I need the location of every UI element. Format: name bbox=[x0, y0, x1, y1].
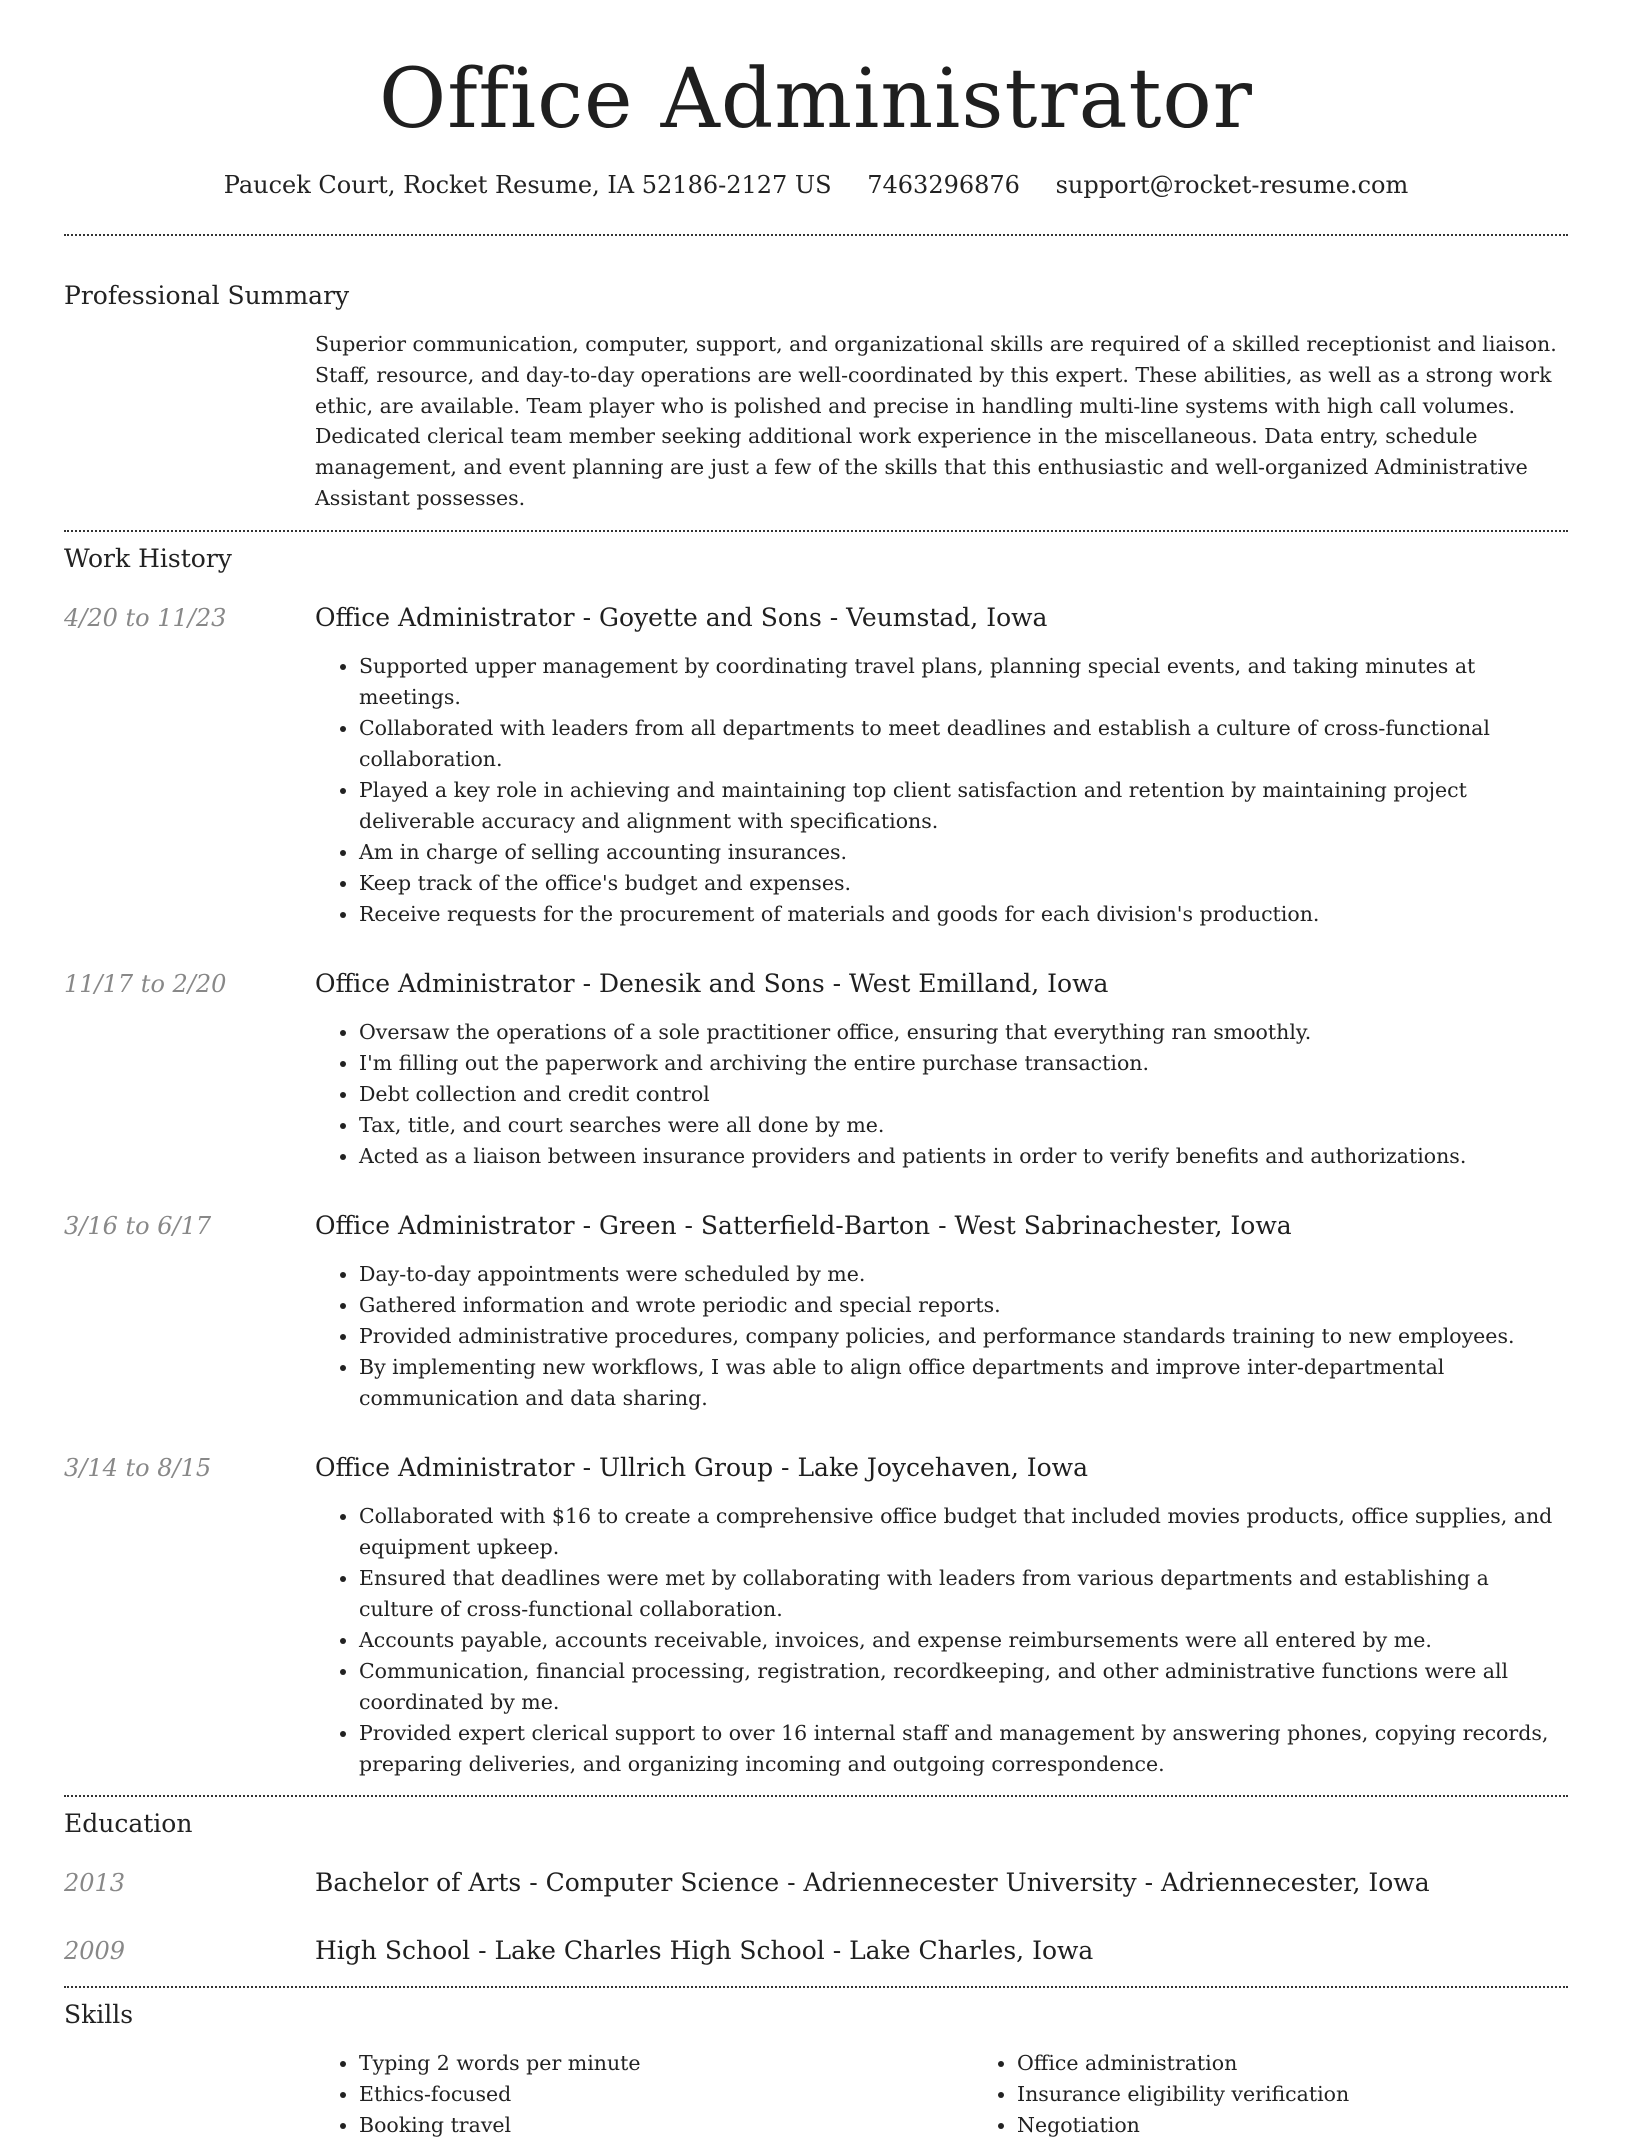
education-date: 2013 bbox=[64, 1868, 126, 1897]
list-item: • Negotiation bbox=[1017, 2110, 1631, 2141]
job-title: Office Administrator - Ullrich Group - Lake Joycehaven, Iowa bbox=[315, 1452, 1088, 1482]
section-divider bbox=[64, 1795, 1568, 1797]
list-item: • Provided administrative procedures, company policies, and performance standards training to new employees. bbox=[359, 1321, 1568, 1352]
list-item: • Receive requests for the procurement of materials and goods for each division's production. bbox=[359, 899, 1568, 930]
list-item: • Insurance eligibility verification bbox=[1017, 2079, 1631, 2110]
skills-section bbox=[64, 1999, 1568, 2141]
list-item: • Gathered information and wrote periodic and special reports. bbox=[359, 1290, 1568, 1321]
job-date: 4/20 to 11/23 bbox=[64, 603, 227, 632]
work-history-section bbox=[64, 543, 1568, 1780]
list-item: • Acted as a liaison between insurance providers and patients in order to verify benefits and authorizations. bbox=[359, 1141, 1568, 1172]
list-item: • I'm filling out the paperwork and archiving the entire purchase transaction. bbox=[359, 1048, 1568, 1079]
skills-list-left bbox=[315, 2048, 973, 2141]
job-bullets bbox=[315, 1501, 1568, 1780]
skills-grid bbox=[315, 2048, 1631, 2141]
job-bullets bbox=[315, 1259, 1568, 1414]
job-title: Office Administrator - Denesik and Sons - West Emilland, Iowa bbox=[315, 968, 1109, 998]
education-entry bbox=[64, 1867, 1568, 1899]
section-divider bbox=[64, 530, 1568, 532]
list-item: • Booking travel bbox=[359, 2110, 973, 2141]
job-bullets bbox=[315, 1017, 1568, 1172]
job-title: Office Administrator - Goyette and Sons - Veumstad, Iowa bbox=[315, 602, 1048, 632]
list-item: • Supported upper management by coordinating travel plans, planning special events, and taking minutes at meetings. bbox=[359, 651, 1568, 713]
section-divider bbox=[64, 234, 1568, 236]
list-item: • Provided expert clerical support to over 16 internal staff and management by answering phones, copying records, preparing deliveries, and organizing incoming and outgoing correspondence. bbox=[359, 1718, 1568, 1780]
list-item: • Office administration bbox=[1017, 2048, 1631, 2079]
list-item: • Typing 2 words per minute bbox=[359, 2048, 973, 2079]
skills-heading: Skills bbox=[64, 1999, 134, 2029]
list-item: • Communication, financial processing, registration, recordkeeping, and other administrative functions were all coordinated by me. bbox=[359, 1656, 1568, 1718]
contact-phone: 7463296876 bbox=[867, 171, 1020, 199]
skills-list-right bbox=[973, 2048, 1631, 2141]
job-date: 3/14 to 8/15 bbox=[64, 1453, 212, 1482]
job-date: 3/16 to 6/17 bbox=[64, 1211, 212, 1240]
list-item: • Debt collection and credit control bbox=[359, 1079, 1568, 1110]
education-date: 2009 bbox=[64, 1936, 126, 1965]
list-item: • Tax, title, and court searches were all done by me. bbox=[359, 1110, 1568, 1141]
list-item: • Collaborated with $16 to create a comprehensive office budget that included movies products, office supplies, and equipment upkeep. bbox=[359, 1501, 1568, 1563]
summary-section bbox=[64, 280, 1568, 514]
job-bullets bbox=[315, 651, 1568, 930]
list-item: • Keep track of the office's budget and expenses. bbox=[359, 868, 1568, 899]
education-section bbox=[64, 1808, 1568, 1967]
education-entry bbox=[64, 1935, 1568, 1967]
job-entry bbox=[64, 602, 1568, 930]
list-item: • Collaborated with leaders from all departments to meet deadlines and establish a culture of cross-functional collaboration. bbox=[359, 713, 1568, 775]
list-item: • Ensured that deadlines were met by collaborating with leaders from various departments and establishing a culture of cross-functional collaboration. bbox=[359, 1563, 1568, 1625]
list-item: • Day-to-day appointments were scheduled by me. bbox=[359, 1259, 1568, 1290]
list-item: • Am in charge of selling accounting insurances. bbox=[359, 837, 1568, 868]
contact-line bbox=[64, 170, 1568, 200]
list-item: • Accounts payable, accounts receivable, invoices, and expense reimbursements were all entered by me. bbox=[359, 1625, 1568, 1656]
list-item: • Oversaw the operations of a sole practitioner office, ensuring that everything ran smoothly. bbox=[359, 1017, 1568, 1048]
job-entry bbox=[64, 1210, 1568, 1414]
list-item: • By implementing new workflows, I was able to align office departments and improve inter-departmental communication and data sharing. bbox=[359, 1352, 1568, 1414]
job-entry bbox=[64, 968, 1568, 1172]
section-divider bbox=[64, 1986, 1568, 1988]
contact-email: support@rocket-resume.com bbox=[1055, 171, 1409, 199]
job-title: Office Administrator - Green - Satterfield-Barton - West Sabrinachester, Iowa bbox=[315, 1210, 1292, 1240]
education-heading: Education bbox=[64, 1808, 193, 1838]
work-history-heading: Work History bbox=[64, 543, 232, 573]
job-entry bbox=[64, 1452, 1568, 1780]
summary-text: Superior communication, computer, support, and organizational skills are required of a skilled receptionist and liaison. Staff, resource, and day-to-day operations are well-coordinated by this expert. These abilities, as well as a strong work ethic, are available. Team player who is polished and precise in handling multi-line systems with high call volumes. Dedicated clerical team member seeking additional work experience in the miscellaneous. Data entry, schedule management, and event planning are just a few of the skills that this enthusiastic and well-organized Administrative Assistant possesses. bbox=[315, 332, 1557, 510]
summary-heading: Professional Summary bbox=[64, 281, 350, 310]
list-item: • Played a key role in achieving and maintaining top client satisfaction and retention by maintaining project deliverable accuracy and alignment with specifications. bbox=[359, 775, 1568, 837]
resume-title: Office Administrator bbox=[378, 52, 1254, 147]
list-item: • Ethics-focused bbox=[359, 2079, 973, 2110]
education-title: Bachelor of Arts - Computer Science - Adriennecester University - Adriennecester, Iowa bbox=[315, 1867, 1430, 1897]
job-date: 11/17 to 2/20 bbox=[64, 969, 227, 998]
contact-address: Paucek Court, Rocket Resume, IA 52186-2127 US bbox=[223, 171, 832, 199]
education-title: High School - Lake Charles High School - Lake Charles, Iowa bbox=[315, 1935, 1094, 1965]
